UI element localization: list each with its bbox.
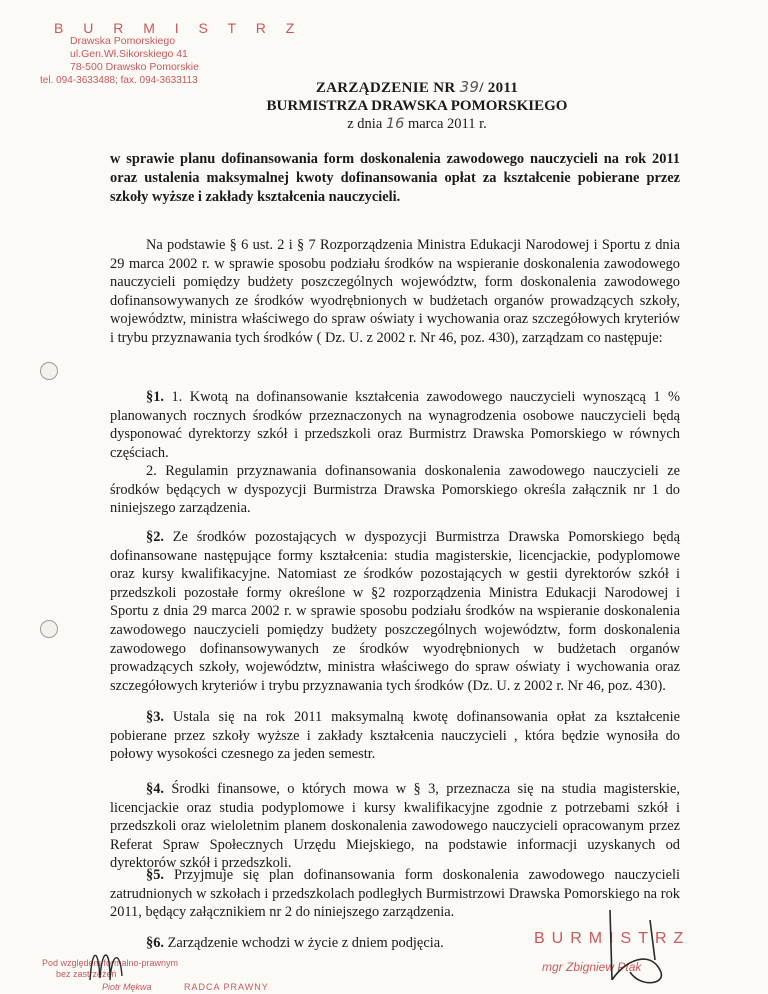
section-4 xyxy=(110,780,680,873)
section-1-p1-text: 1. Kwotą na dofinansowanie kształcenia zawodowego nauczycieli wynoszącą 1 % planowanych rocznych środków przeznaczonych na wynagrodzenia osobowe nauczycieli będą dysponować dyrektorzy szkół i przedszkoli oraz Burmistrz Drawska Pomorskiego w równych częściach. xyxy=(110,389,680,461)
section-2-text: Ze środków pozostających w dyspozycji Burmistrza Drawska Pomorskiego będą dofinansowane następujące formy kształcenia: studia magisterskie, licencjackie, podyplomowe oraz kursy kwalifikacyjne. Natomiast ze środków pozostających w gestii dyrektorów szkół i przedszkoli pozostałe formy określone w §2 rozporządzenia Ministra Edukacji Narodowej i Sportu z dnia 29 marca 2002 r. w sprawie sposobu podziału środków na wspieranie doskonalenia zawodowego nauczycieli pomiędzy budżety poszczególnych województw, form doskonalenia zawodowego dofinansowywanych ze środków wyodrębnionych w budżetach organów prowadzących szkoły, województw, ministra właściwego do spraw oświaty i wychowania oraz szczegółowych kryteriów i trybu przyznawania tych środków (Dz. U. z 2002 r. Nr 46, poz. 430). xyxy=(110,529,680,694)
section-4-label: §4. xyxy=(146,781,164,797)
legal-signature xyxy=(80,940,150,992)
issuer: BURMISTRZA DRAWSKA POMORSKIEGO xyxy=(266,98,568,114)
section-6 xyxy=(110,934,470,953)
date-suffix: marca 2011 r. xyxy=(407,116,487,132)
stamp-line-2: ul.Gen.Wł.Sikorskiego 41 xyxy=(70,48,188,60)
section-3-text: Ustala się na rok 2011 maksymalną kwotę dofinansowania opłat za kształcenie pobierane przez szkoły wyższe i zakłady kształcenia nauczycieli , która będzie wynosiła do połowy wysokości czesnego za jeden semestr. xyxy=(110,709,680,763)
title-block xyxy=(0,78,768,133)
section-5-text: Przyjmuje się plan dofinansowania form doskonalenia zawodowego nauczycieli zatrudnionych w szkołach i przedszkolach podległych Burmistrzowi Drawska Pomorskiego na rok 2011, będący załącznikiem nr 2 do niniejszego zarządzenia. xyxy=(110,867,680,921)
handwritten-number: 39 xyxy=(459,78,480,96)
section-6-text: Zarządzenie wchodzi w życie z dniem podjęcia. xyxy=(167,935,444,951)
section-6-label: §6. xyxy=(146,935,164,951)
mayor-stamp-person: mgr Zbigniew Ptak xyxy=(542,960,642,974)
stamp-line-1: Drawska Pomorskiego xyxy=(70,35,176,47)
stamp-line-3: 78-500 Drawsko Pomorskie xyxy=(70,61,199,73)
stamp-line-4: tel. 094-3633488; fax. 094-3633113 xyxy=(40,75,198,86)
issue-date xyxy=(0,116,768,133)
section-1-label: §1. xyxy=(146,389,164,405)
section-5-label: §5. xyxy=(146,867,164,883)
punch-hole-bottom xyxy=(40,620,58,638)
section-1-p2 xyxy=(110,462,680,518)
section-3 xyxy=(110,708,680,764)
section-3-label: §3. xyxy=(146,709,164,725)
punch-hole-top xyxy=(40,362,58,380)
title-suffix: / 2011 xyxy=(479,80,519,96)
subject: w sprawie planu dofinansowania form doskonalenia zawodowego nauczycieli na rok 2011 oraz ustalenia maksymalnej kwoty dofinansowania opłat za kształcenie pobierane przez szkoły wyższe i zakłady kształcenia nauczycieli. xyxy=(110,151,680,205)
title-prefix: ZARZĄDZENIE NR xyxy=(315,80,456,96)
date-prefix: z dnia xyxy=(347,116,383,132)
section-1-p2-text: 2. Regulamin przyznawania dofinansowania doskonalenia zawodowego nauczycieli ze środków będących w dyspozycji Burmistrza Drawska Pomorskiego określa załącznik nr 1 do niniejszego zarządzenia. xyxy=(110,463,680,517)
legal-stamp-person: Piotr Mękwa xyxy=(102,982,152,992)
legal-stamp-line-2: bez zastrzeżeń xyxy=(56,969,117,979)
stamp-title: B U R M I S T R Z xyxy=(54,20,303,36)
section-2 xyxy=(110,528,680,695)
document-number xyxy=(0,78,768,97)
mayor-signature xyxy=(580,900,690,990)
handwritten-day: 16 xyxy=(385,116,405,132)
legal-stamp-role: RADCA PRAWNY xyxy=(184,982,269,992)
legal-stamp-line-1: Pod względem formalno-prawnym xyxy=(42,958,179,968)
section-4-text: Środki finansowe, o których mowa w § 3, przeznacza się na studia magisterskie, licencjackie oraz studia podyplomowe i kursy kwalifikacyjne zgodnie z potrzebami szkół i przedszkoli oraz wieloletnim planem doskonalenia zawodowego nauczycieli opracowanym przez Referat Spraw Społecznych Urzędu Miejskiego, na podstawie informacji uzyskanych od dyrektorów szkół i przedszkoli. xyxy=(110,781,680,872)
preamble xyxy=(110,236,680,348)
section-1-p1 xyxy=(110,388,680,462)
mayor-stamp-title: BURMISTRZ xyxy=(534,930,691,947)
section-2-label: §2. xyxy=(146,529,164,545)
preamble-text: Na podstawie § 6 ust. 2 i § 7 Rozporządzenia Ministra Edukacji Narodowej i Sportu z dnia 29 marca 2002 r. w sprawie sposobu podziału środków na wspieranie doskonalenia zawodowego nauczycieli pomiędzy budżety poszczególnych województw, form doskonalenia zawodowego dofinansowywanych ze środków wyodrębnionych w budżetach organów prowadzących szkoły, województw, ministra właściwego do spraw oświaty i wychowania oraz szczegółowych kryteriów i trybu przyznawania tych środków ( Dz. U. z 2002 r. Nr 46, poz. 430), zarządzam co następuje: xyxy=(110,237,680,346)
